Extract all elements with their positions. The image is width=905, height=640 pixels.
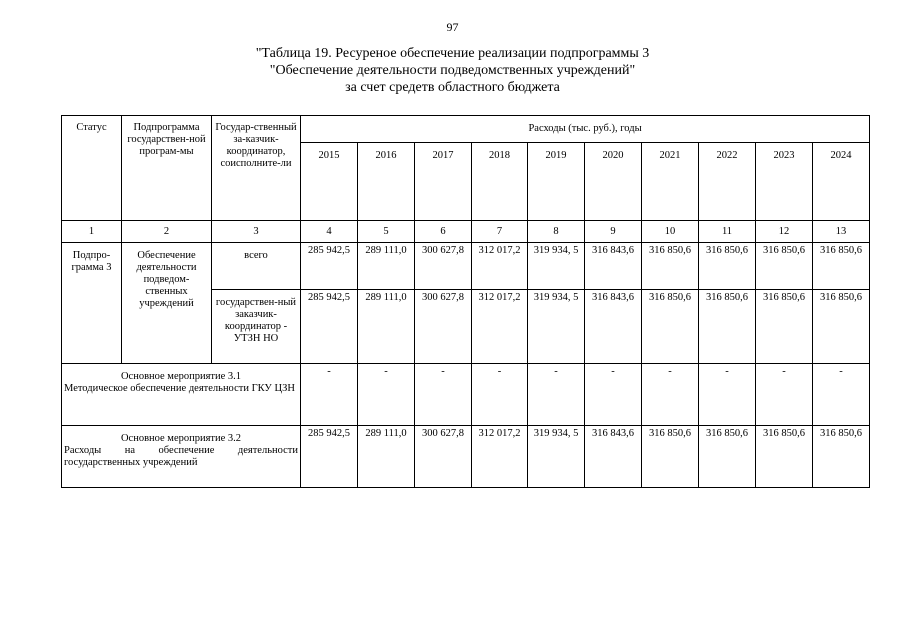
value-cell: 312 017,2 bbox=[472, 243, 528, 290]
resource-table bbox=[61, 115, 870, 488]
row-label-customer: государствен-ный заказчик-координатор - УТЗН НО bbox=[212, 290, 301, 364]
table-row-total bbox=[62, 243, 870, 290]
index-cell: 1 bbox=[62, 221, 122, 243]
value-cell: 316 850,6 bbox=[813, 290, 870, 364]
value-cell: 289 111,0 bbox=[358, 426, 415, 488]
value-cell: 300 627,8 bbox=[415, 426, 472, 488]
value-cell: 316 850,6 bbox=[756, 290, 813, 364]
value-cell: - bbox=[301, 364, 358, 426]
measure-3-2-label bbox=[62, 426, 301, 488]
subprogram-status: Подпро-грамма 3 bbox=[62, 243, 122, 364]
value-cell: 316 850,6 bbox=[699, 290, 756, 364]
index-cell: 8 bbox=[528, 221, 585, 243]
value-cell: 316 843,6 bbox=[585, 290, 642, 364]
header-status: Статус bbox=[62, 116, 122, 221]
index-cell: 5 bbox=[358, 221, 415, 243]
value-cell: 319 934, 5 bbox=[528, 426, 585, 488]
page-number: 97 bbox=[446, 20, 459, 34]
index-cell: 11 bbox=[699, 221, 756, 243]
value-cell: - bbox=[699, 364, 756, 426]
measure-3-1-label bbox=[62, 364, 301, 426]
index-cell: 9 bbox=[585, 221, 642, 243]
year-header: 2019 bbox=[528, 143, 585, 221]
year-header: 2017 bbox=[415, 143, 472, 221]
title-line-2: "Обеспечение деятельности подведомственных учреждений" bbox=[269, 63, 636, 78]
value-cell: 316 850,6 bbox=[642, 426, 699, 488]
document-title bbox=[0, 45, 905, 96]
value-cell: 316 843,6 bbox=[585, 426, 642, 488]
value-cell: - bbox=[642, 364, 699, 426]
value-cell: - bbox=[813, 364, 870, 426]
year-header: 2024 bbox=[813, 143, 870, 221]
measure-3-2-line2: Расходы на обеспечение деятельности государственных учреждений bbox=[64, 445, 298, 468]
value-cell: 316 850,6 bbox=[642, 243, 699, 290]
value-cell: 312 017,2 bbox=[472, 426, 528, 488]
index-cell: 4 bbox=[301, 221, 358, 243]
value-cell: 316 850,6 bbox=[699, 426, 756, 488]
value-cell: 285 942,5 bbox=[301, 426, 358, 488]
index-cell: 13 bbox=[813, 221, 870, 243]
value-cell: - bbox=[472, 364, 528, 426]
index-cell: 10 bbox=[642, 221, 699, 243]
value-cell: 300 627,8 bbox=[415, 243, 472, 290]
header-expenses: Расходы (тыс. руб.), годы bbox=[301, 116, 870, 143]
title-line-1: "Таблица 19. Ресуреное обеспечение реализации подпрограммы 3 bbox=[255, 46, 650, 61]
index-cell: 2 bbox=[122, 221, 212, 243]
value-cell: - bbox=[358, 364, 415, 426]
value-cell: 316 850,6 bbox=[756, 426, 813, 488]
value-cell: 319 934, 5 bbox=[528, 290, 585, 364]
value-cell: 289 111,0 bbox=[358, 290, 415, 364]
year-header: 2015 bbox=[301, 143, 358, 221]
value-cell: 316 850,6 bbox=[642, 290, 699, 364]
value-cell: 319 934, 5 bbox=[528, 243, 585, 290]
index-cell: 7 bbox=[472, 221, 528, 243]
value-cell: 316 850,6 bbox=[699, 243, 756, 290]
title-line-3: за счет средетв областного бюджета bbox=[345, 80, 560, 95]
measure-3-2-line1: Основное мероприятие 3.2 bbox=[120, 433, 242, 444]
header-customer: Государ-ственный за-казчик-координатор, соисполните-ли bbox=[212, 116, 301, 221]
year-header: 2020 bbox=[585, 143, 642, 221]
value-cell: 285 942,5 bbox=[301, 290, 358, 364]
index-cell: 6 bbox=[415, 221, 472, 243]
year-header: 2018 bbox=[472, 143, 528, 221]
year-header: 2023 bbox=[756, 143, 813, 221]
table-row-measure-3-1 bbox=[62, 364, 870, 426]
measure-3-1-line1: Основное мероприятие 3.1 bbox=[120, 371, 242, 382]
year-header: 2021 bbox=[642, 143, 699, 221]
value-cell: - bbox=[415, 364, 472, 426]
value-cell: 312 017,2 bbox=[472, 290, 528, 364]
index-cell: 3 bbox=[212, 221, 301, 243]
table-row-measure-3-2 bbox=[62, 426, 870, 488]
row-label-total: всего bbox=[212, 243, 301, 290]
value-cell: - bbox=[756, 364, 813, 426]
value-cell: 316 850,6 bbox=[756, 243, 813, 290]
value-cell: 316 843,6 bbox=[585, 243, 642, 290]
value-cell: 289 111,0 bbox=[358, 243, 415, 290]
index-row bbox=[62, 221, 870, 243]
value-cell: - bbox=[585, 364, 642, 426]
value-cell: - bbox=[528, 364, 585, 426]
year-header: 2022 bbox=[699, 143, 756, 221]
subprogram-name: Обеспечение деятельности подведом-ственных учреждений bbox=[122, 243, 212, 364]
header-subprogram: Подпрограмма государствен-ной програм-мы bbox=[122, 116, 212, 221]
measure-3-1-line2: Методическое обеспечение деятельности ГКУ ЦЗН bbox=[64, 383, 295, 394]
value-cell: 285 942,5 bbox=[301, 243, 358, 290]
year-header: 2016 bbox=[358, 143, 415, 221]
value-cell: 300 627,8 bbox=[415, 290, 472, 364]
value-cell: 316 850,6 bbox=[813, 426, 870, 488]
index-cell: 12 bbox=[756, 221, 813, 243]
value-cell: 316 850,6 bbox=[813, 243, 870, 290]
